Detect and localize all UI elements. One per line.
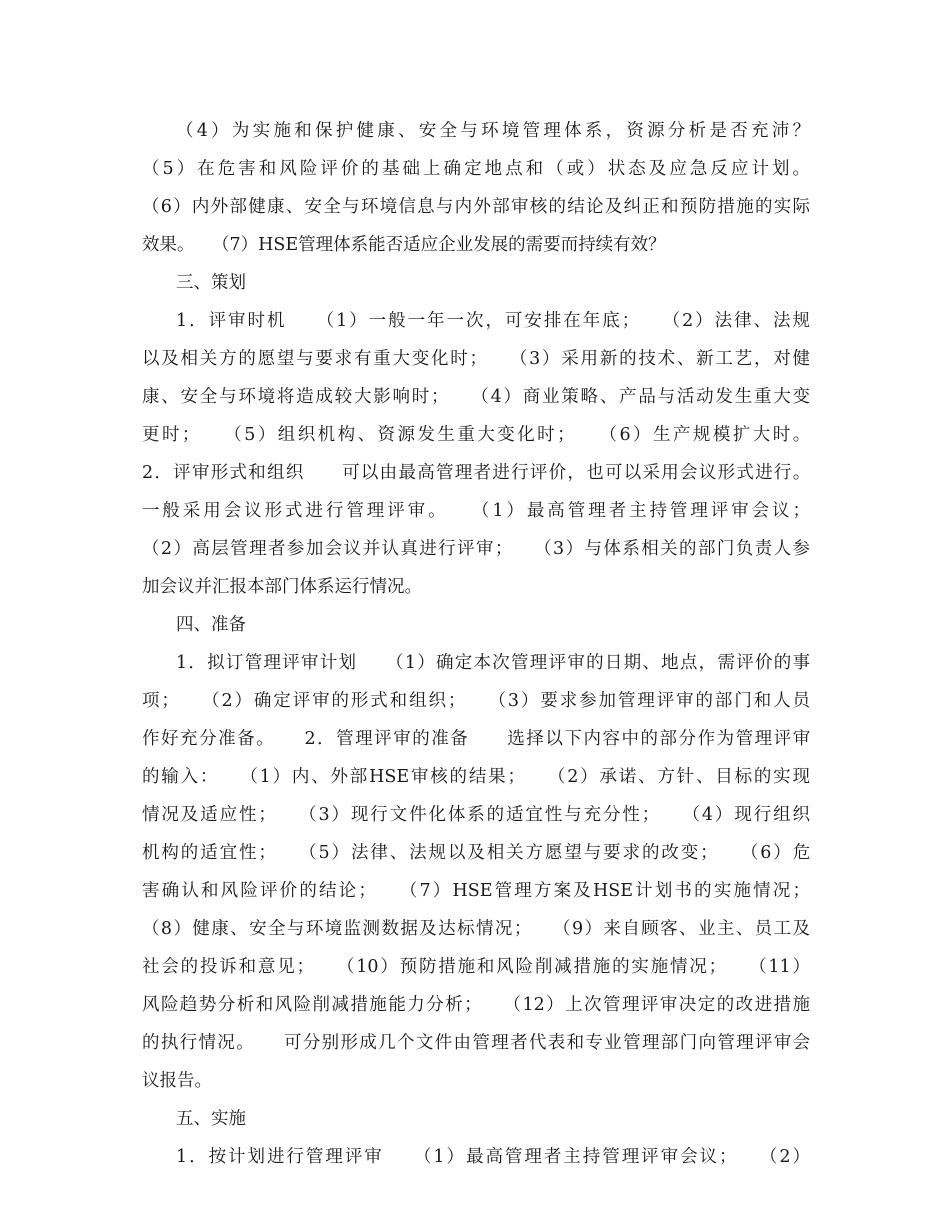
- section-heading: 三、策划: [176, 273, 246, 293]
- paragraph-line: 机构的适宜性； （5）法律、法规以及相关方愿望与要求的改变； （6）危: [142, 843, 810, 863]
- paragraph-line: （4）为实施和保护健康、安全与环境管理体系，资源分析是否充沛？: [176, 121, 810, 141]
- paragraph-line: 社会的投诉和意见； （10）预防措施和风险削减措施的实施情况； （11）: [142, 957, 810, 977]
- section-heading: 五、实施: [176, 1109, 246, 1129]
- paragraph-line: 的输入： （1）内、外部HSE审核的结果； （2）承诺、方针、目标的实现: [142, 767, 810, 787]
- paragraph-line: 一般采用会议形式进行管理评审。 （1）最高管理者主持管理评审会议；: [142, 501, 810, 521]
- paragraph-line: 害确认和风险评价的结论； （7）HSE管理方案及HSE计划书的实施情况；: [142, 881, 810, 901]
- paragraph-line: （2）高层管理者参加会议并认真进行评审； （3）与体系相关的部门负责人参: [142, 539, 810, 559]
- paragraph-line: 1．评审时机 （1）一般一年一次，可安排在年底； （2）法律、法规: [176, 311, 810, 331]
- paragraph-line: （5）在危害和风险评价的基础上确定地点和（或）状态及应急反应计划。: [142, 159, 810, 179]
- section-heading: 四、准备: [176, 615, 246, 635]
- paragraph-line: 以及相关方的愿望与要求有重大变化时； （3）采用新的技术、新工艺，对健: [142, 349, 810, 369]
- paragraph-line: 2．评审形式和组织 可以由最高管理者进行评价，也可以采用会议形式进行。: [142, 463, 810, 483]
- paragraph-line: 更时； （5）组织机构、资源发生重大变化时； （6）生产规模扩大时。: [142, 425, 810, 445]
- paragraph-line: 1．按计划进行管理评审 （1）最高管理者主持管理评审会议； （2）: [176, 1147, 810, 1167]
- paragraph-line: （8）健康、安全与环境监测数据及达标情况； （9）来自顾客、业主、员工及: [142, 919, 810, 939]
- paragraph-line: 康、安全与环境将造成较大影响时； （4）商业策略、产品与活动发生重大变: [142, 387, 810, 407]
- paragraph-line: 加会议并汇报本部门体系运行情况。: [142, 577, 422, 597]
- paragraph-line: 效果。 （7）HSE管理体系能否适应企业发展的需要而持续有效？: [142, 235, 666, 255]
- paragraph-line: 1．拟订管理评审计划 （1）确定本次管理评审的日期、地点，需评价的事: [176, 653, 810, 673]
- paragraph-line: 项； （2）确定评审的形式和组织； （3）要求参加管理评审的部门和人员: [142, 691, 810, 711]
- paragraph-line: 作好充分准备。 2．管理评审的准备 选择以下内容中的部分作为管理评审: [142, 729, 810, 749]
- paragraph-line: 情况及适应性； （3）现行文件化体系的适宜性与充分性； （4）现行组织: [142, 805, 810, 825]
- paragraph-line: 议报告。: [142, 1071, 212, 1091]
- paragraph-line: 的执行情况。 可分别形成几个文件由管理者代表和专业管理部门向管理评审会: [142, 1033, 810, 1053]
- paragraph-line: （6）内外部健康、安全与环境信息与内外部审核的结论及纠正和预防措施的实际: [142, 197, 810, 217]
- paragraph-line: 风险趋势分析和风险削减措施能力分析； （12）上次管理评审决定的改进措施: [142, 995, 810, 1015]
